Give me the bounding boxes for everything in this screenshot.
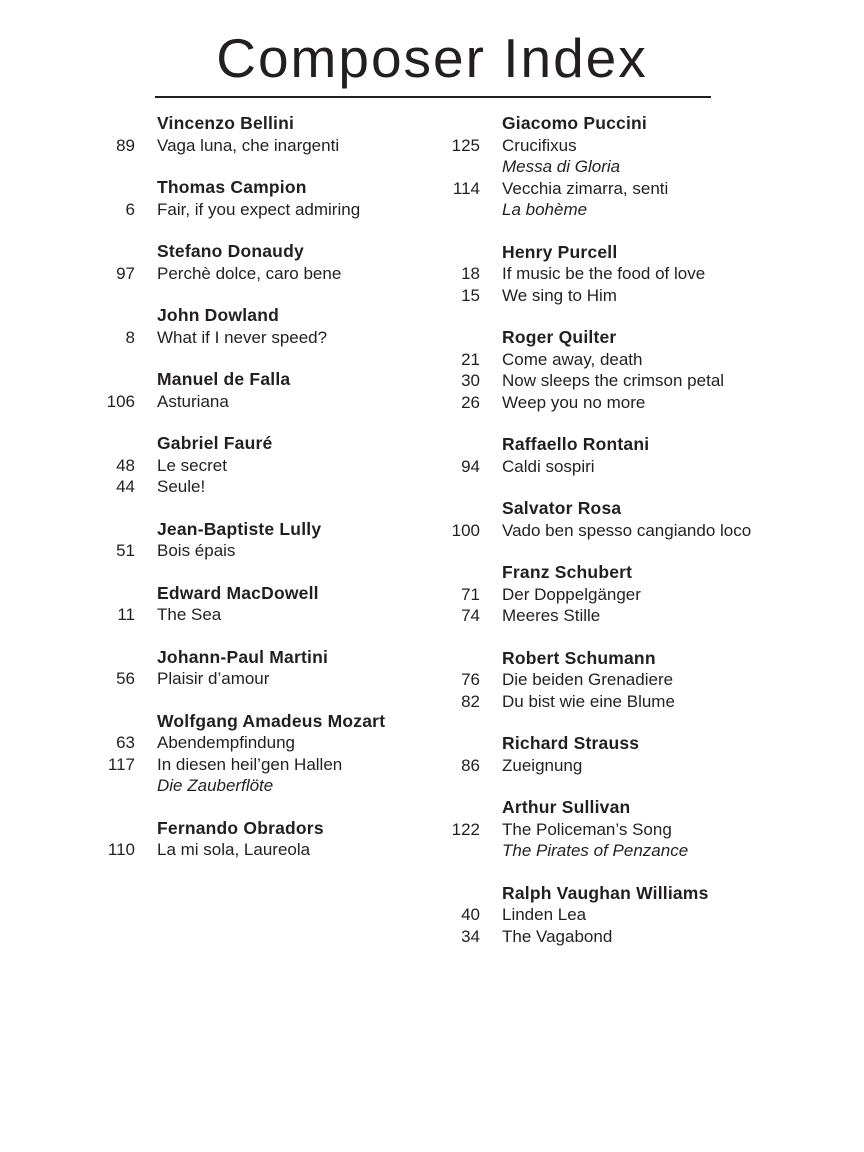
song-title: The Policeman’s Song xyxy=(502,819,672,839)
section-header-row xyxy=(93,241,428,263)
entry-page-number: 48 xyxy=(116,455,135,475)
song-source-work: The Pirates of Penzance xyxy=(502,841,689,860)
song-entry-row xyxy=(438,584,808,606)
entry-page-number: 11 xyxy=(117,605,135,624)
song-source-work: Messa di Gloria xyxy=(502,157,621,176)
entry-page-number: 117 xyxy=(107,754,135,774)
song-title: Crucifixus xyxy=(502,135,577,155)
song-entry-row xyxy=(438,605,808,627)
entry-page-number: 86 xyxy=(461,755,480,775)
song-title: Meeres Stille xyxy=(502,606,601,625)
composer-name: Robert Schumann xyxy=(502,647,656,668)
composer-name: John Dowland xyxy=(157,305,279,325)
page-number-cell xyxy=(93,305,135,327)
song-title: Perchè dolce, caro bene xyxy=(157,263,342,283)
composer-section xyxy=(438,562,808,627)
song-entry-row xyxy=(93,754,428,776)
song-title: We sing to Him xyxy=(502,285,617,305)
song-title: Der Doppelgänger xyxy=(502,584,641,604)
song-entry-row xyxy=(438,370,808,392)
title-rule xyxy=(155,96,711,98)
entry-page-number: 97 xyxy=(116,263,135,283)
composer-name: Gabriel Fauré xyxy=(157,433,273,453)
page-number-cell xyxy=(93,775,135,797)
page-number-cell xyxy=(93,113,135,135)
entry-page-number: 21 xyxy=(461,349,480,369)
composer-section xyxy=(438,498,808,541)
entry-page-number: 82 xyxy=(461,691,480,711)
song-entry-row xyxy=(93,135,428,157)
composer-section xyxy=(438,648,808,713)
composer-name: Salvator Rosa xyxy=(502,498,622,518)
page-number-cell xyxy=(93,177,135,199)
song-title: Zueignung xyxy=(502,755,583,775)
composer-section xyxy=(93,818,428,861)
entry-page-number: 106 xyxy=(106,391,135,411)
entry-page-number: 114 xyxy=(452,178,480,198)
page-number-cell xyxy=(438,113,480,135)
song-entry-row xyxy=(438,669,808,691)
song-title: Fair, if you expect admiring xyxy=(157,199,361,219)
composer-section xyxy=(438,113,808,221)
composer-section xyxy=(93,369,428,412)
song-title: Weep you no more xyxy=(502,392,646,412)
entry-page-number: 30 xyxy=(461,371,480,390)
entry-page-number: 6 xyxy=(125,199,135,219)
section-header-row xyxy=(93,647,428,669)
song-entry-row xyxy=(93,327,428,349)
section-header-row xyxy=(93,818,428,840)
entry-page-number: 40 xyxy=(461,905,480,924)
page-number-cell xyxy=(438,327,480,349)
song-title: Du bist wie eine Blume xyxy=(502,691,675,711)
composer-section xyxy=(438,797,808,862)
song-entry-row xyxy=(438,755,808,777)
section-header-row xyxy=(438,434,808,456)
section-header-row xyxy=(438,327,808,349)
song-source-work: Die Zauberflöte xyxy=(157,776,274,795)
entry-page-number: 63 xyxy=(116,733,135,752)
song-title: Asturiana xyxy=(157,391,229,411)
page-number-cell xyxy=(438,733,480,755)
song-entry-row xyxy=(438,285,808,307)
song-title: Vecchia zimarra, senti xyxy=(502,178,669,198)
composer-name: Fernando Obradors xyxy=(157,817,324,838)
song-source-row xyxy=(438,156,808,178)
section-header-row xyxy=(93,369,428,391)
song-source-row xyxy=(438,199,808,221)
song-entry-row xyxy=(93,732,428,754)
song-title: Vaga luna, che inargenti xyxy=(157,135,340,155)
song-entry-row xyxy=(438,178,808,200)
index-column-right xyxy=(438,113,808,968)
page-number-cell xyxy=(438,883,480,905)
song-title: Caldi sospiri xyxy=(502,456,595,476)
song-title: Le secret xyxy=(157,455,227,475)
page-number-cell xyxy=(438,562,480,584)
composer-section xyxy=(438,242,808,307)
song-title: The Sea xyxy=(157,605,222,624)
section-header-row xyxy=(93,177,428,199)
song-entry-row xyxy=(438,904,808,926)
section-header-row xyxy=(438,242,808,264)
section-header-row xyxy=(93,519,428,541)
page-number-cell xyxy=(93,241,135,263)
section-header-row xyxy=(438,113,808,135)
section-header-row xyxy=(438,797,808,819)
entry-page-number: 8 xyxy=(125,327,135,347)
entry-page-number: 76 xyxy=(461,670,480,689)
song-entry-row xyxy=(438,691,808,713)
song-entry-row xyxy=(438,263,808,285)
entry-page-number: 51 xyxy=(116,541,135,560)
entry-page-number: 71 xyxy=(461,584,480,604)
section-header-row xyxy=(93,305,428,327)
composer-name: Wolfgang Amadeus Mozart xyxy=(157,710,386,731)
song-entry-row xyxy=(93,540,428,562)
song-entry-row xyxy=(438,456,808,478)
song-title: Plaisir d’amour xyxy=(157,669,270,688)
entry-page-number: 125 xyxy=(451,135,480,155)
song-title: Come away, death xyxy=(502,349,643,369)
page-number-cell xyxy=(93,519,135,541)
entry-page-number: 89 xyxy=(116,135,135,155)
page-number-cell xyxy=(438,156,480,178)
song-title: If music be the food of love xyxy=(502,264,706,283)
page-number-cell xyxy=(93,647,135,669)
composer-name: Thomas Campion xyxy=(157,177,307,197)
entry-page-number: 110 xyxy=(107,840,135,859)
song-entry-row xyxy=(93,199,428,221)
song-entry-row xyxy=(93,391,428,413)
composer-section xyxy=(93,177,428,220)
composer-section xyxy=(93,433,428,498)
page-number-cell xyxy=(438,840,480,862)
section-header-row xyxy=(438,562,808,584)
song-entry-row xyxy=(438,926,808,948)
page-number-cell xyxy=(438,797,480,819)
composer-name: Jean-Baptiste Lully xyxy=(157,518,322,539)
section-header-row xyxy=(93,583,428,605)
section-header-row xyxy=(93,113,428,135)
composer-section xyxy=(93,113,428,156)
composer-section xyxy=(93,519,428,562)
composer-name: Giacomo Puccini xyxy=(502,113,647,133)
composer-name: Franz Schubert xyxy=(502,562,633,582)
song-entry-row xyxy=(93,604,428,626)
page-number-cell xyxy=(93,818,135,840)
song-entry-row xyxy=(438,819,808,841)
composer-section xyxy=(93,583,428,626)
song-entry-row xyxy=(438,135,808,157)
entry-page-number: 18 xyxy=(461,264,480,283)
song-title: La mi sola, Laureola xyxy=(157,840,311,859)
section-header-row xyxy=(438,648,808,670)
entry-page-number: 74 xyxy=(461,606,480,625)
song-title: Die beiden Grenadiere xyxy=(502,670,674,689)
section-header-row xyxy=(93,711,428,733)
composer-name: Vincenzo Bellini xyxy=(157,113,295,133)
composer-name: Richard Strauss xyxy=(502,733,640,753)
composer-section xyxy=(93,241,428,284)
song-entry-row xyxy=(438,520,808,542)
page-number-cell xyxy=(93,433,135,455)
song-title: The Vagabond xyxy=(502,926,613,946)
composer-name: Roger Quilter xyxy=(502,327,617,347)
entry-page-number: 94 xyxy=(461,456,480,476)
page-number-cell xyxy=(438,199,480,221)
song-source-row xyxy=(438,840,808,862)
page-number-cell xyxy=(438,434,480,456)
song-entry-row xyxy=(438,349,808,371)
composer-name: Edward MacDowell xyxy=(157,582,319,603)
song-entry-row xyxy=(93,476,428,498)
page-title: Composer Index xyxy=(216,27,648,89)
composer-name: Raffaello Rontani xyxy=(502,434,650,454)
page-number-cell xyxy=(93,583,135,605)
song-title: Bois épais xyxy=(157,541,236,560)
song-title: Now sleeps the crimson petal xyxy=(502,371,725,390)
song-title: In diesen heil’gen Hallen xyxy=(157,754,343,774)
song-title: Vado ben spesso cangiando loco xyxy=(502,520,752,540)
song-title: Abendempfindung xyxy=(157,733,296,752)
page-number-cell xyxy=(438,498,480,520)
entry-page-number: 34 xyxy=(461,926,480,946)
composer-name: Ralph Vaughan Williams xyxy=(502,882,709,903)
index-column-left xyxy=(93,113,428,882)
composer-section xyxy=(438,327,808,413)
section-header-row xyxy=(93,433,428,455)
page-number-cell xyxy=(93,711,135,733)
entry-page-number: 26 xyxy=(461,392,480,412)
song-title: What if I never speed? xyxy=(157,327,328,347)
song-entry-row xyxy=(93,668,428,690)
song-entry-row xyxy=(93,455,428,477)
song-source-row xyxy=(93,775,428,797)
entry-page-number: 56 xyxy=(116,669,135,688)
composer-section xyxy=(438,434,808,477)
song-title: Seule! xyxy=(157,477,206,496)
entry-page-number: 122 xyxy=(451,819,480,839)
song-title: Linden Lea xyxy=(502,905,587,924)
composer-section xyxy=(93,647,428,690)
section-header-row xyxy=(438,883,808,905)
composer-section xyxy=(438,883,808,948)
section-header-row xyxy=(438,733,808,755)
song-entry-row xyxy=(93,263,428,285)
song-entry-row xyxy=(93,839,428,861)
entry-page-number: 15 xyxy=(461,285,480,305)
entry-page-number: 100 xyxy=(451,520,480,540)
composer-section xyxy=(438,733,808,776)
composer-name: Henry Purcell xyxy=(502,241,618,262)
song-entry-row xyxy=(438,392,808,414)
composer-name: Johann-Paul Martini xyxy=(157,646,329,667)
composer-section xyxy=(93,305,428,348)
composer-name: Manuel de Falla xyxy=(157,369,291,389)
section-header-row xyxy=(438,498,808,520)
page-number-cell xyxy=(93,369,135,391)
composer-name: Arthur Sullivan xyxy=(502,797,631,817)
composer-name: Stefano Donaudy xyxy=(157,241,304,261)
song-source-work: La bohème xyxy=(502,200,588,219)
page-number-cell xyxy=(438,648,480,670)
page-number-cell xyxy=(438,242,480,264)
composer-section xyxy=(93,711,428,797)
entry-page-number: 44 xyxy=(116,477,135,496)
